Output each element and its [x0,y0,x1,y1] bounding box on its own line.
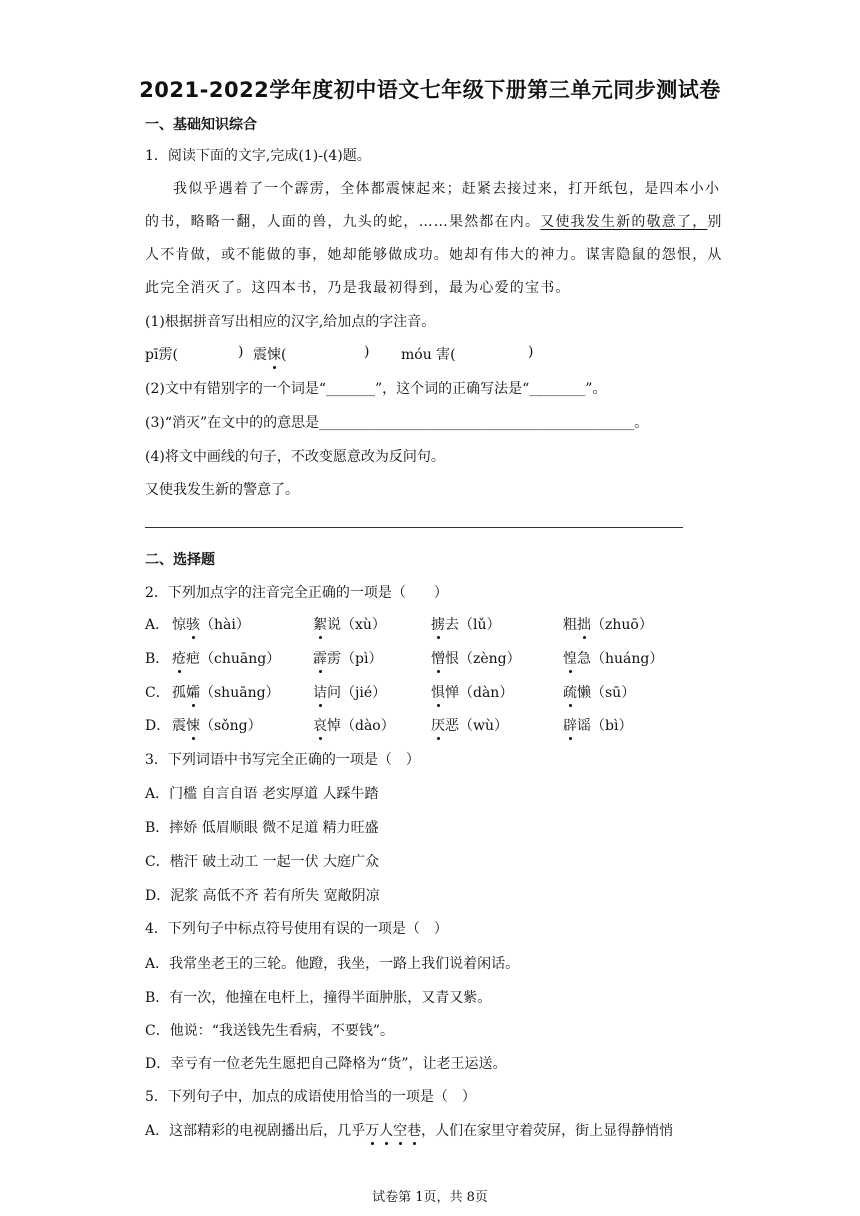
option-text: ，人们在家里守着荧屏，街上显得静悄悄 [421,1123,674,1139]
open-paren: ( [281,347,287,363]
fill-close-paren: ) [238,344,244,360]
dotted-char: 辟 [563,715,577,735]
word-text: 震 [172,718,186,734]
dotted-char: 悚 [186,715,200,735]
dotted-char: 霹 [313,648,327,668]
question-1-sub-4: (4)将文中画线的句子，不改变愿意改为反问句。 [145,449,445,465]
question-1-stem: 1．阅读下面的文字,完成(1)-(4)题。 [145,148,371,164]
fill-close-paren: ) [364,344,370,360]
dotted-char: 疏 [563,682,577,702]
option-word [172,682,280,702]
option-text: A．这部精彩的电视剧播出后，几乎 [145,1123,366,1139]
plain-char: 震 [253,347,267,363]
answer-line [145,527,683,528]
dotted-char: 悚 [267,344,281,364]
word-text: 说（xù） [327,617,386,633]
question-3-option-d: D．泥浆 高低不齐 若有所失 宽敞阴凉 [145,888,380,904]
option-word [172,715,262,735]
word-text: 粗 [563,617,577,633]
question-4-option-d: D．幸亏有一位老先生愿把自己降格为“货”，让老王运送。 [145,1056,507,1072]
passage-line-1: 我似乎遇着了一个霹雳，全体都震悚起来；赶紧去接过来，打开纸包，是四本小小 [173,181,721,197]
option-word [313,715,395,735]
word-text: 急（huáng） [577,651,664,667]
passage-text: 的书，略略一翻，人面的兽，九头的蛇，……果然都在内。 [145,214,541,230]
option-word [145,614,169,634]
dotted-char: 巷 [407,1120,421,1140]
option-word [313,648,382,668]
word-text: 问（jié） [327,685,387,701]
passage-text: 别 [707,214,723,230]
word-text: C． [145,685,170,701]
word-text: 疤（chuāng） [186,651,281,667]
dotted-char: 人 [379,1120,393,1140]
option-word [172,614,250,634]
dotted-char: 絮 [313,614,327,634]
section-heading-choice: 二、选择题 [145,552,215,568]
option-word [563,614,653,634]
word-text: 懒（sū） [577,685,636,701]
pinyin-fill-row [145,344,565,364]
question-4-option-b: B．有一次，他撞在电杆上，撞得半面肿胀，又青又紫。 [145,990,492,1006]
dotted-char: 掳 [431,614,445,634]
question-4-stem: 4．下列句子中标点符号使用有误的一项是（ ） [145,921,448,937]
word-text: （shuāng） [200,685,280,701]
fill-close-paren: ) [528,344,534,360]
option-word [563,648,663,668]
dotted-char: 厌 [431,715,445,735]
word-text: （zhuō） [591,617,653,633]
dotted-char: 拙 [577,614,591,634]
page-title: 2021-2022学年度初中语文七年级下册第三单元同步测试卷 [139,78,721,102]
underlined-sentence: 又使我发生新的敬意了， [540,214,708,230]
word-text: 孤 [172,685,186,701]
option-word [145,715,170,735]
question-3-option-b: B．摔娇 低眉顺眼 微不足道 精力旺盛 [145,820,379,836]
option-word [431,715,508,735]
fill-item-zhensong [253,344,286,364]
dotted-char: 空 [393,1120,407,1140]
word-text: 悼（dào） [327,718,395,734]
page-footer: 试卷第 1页，共 8页 [372,1190,488,1205]
option-word [563,715,632,735]
word-text: （hài） [200,617,250,633]
option-word [431,614,501,634]
passage-line-3: 人不肯做，或不能做的事，她却能够做成功。她却有伟大的神力。谋害隐鼠的怨恨，从 [145,247,723,263]
dotted-char: 疮 [172,648,186,668]
passage-line-4: 此完全消灭了。这四本书，乃是我最初得到，最为心爱的宝书。 [145,280,571,296]
question-2-stem: 2．下列加点字的注音完全正确的一项是（ ） [145,585,448,601]
dotted-char: 骇 [186,614,200,634]
question-1-sub-2: (2)文中有错别字的一个词是“_______”，这个词的正确写法是“________”。 [145,381,607,397]
option-word [313,614,386,634]
option-word [145,648,169,668]
word-text: 恶（wù） [445,718,508,734]
question-1-sub-1: (1)根据拼音写出相应的汉字,给加点的字注音。 [145,314,436,330]
word-text: 去（lǔ） [445,617,501,633]
word-text: D． [145,718,171,734]
question-4-option-a: A．我常坐老王的三轮。他蹬，我坐，一路上我们说着闲话。 [145,956,520,972]
dotted-char: 诘 [313,682,327,702]
dotted-char: 憎 [431,648,445,668]
option-word [431,682,513,702]
dotted-char: 惶 [563,648,577,668]
option-word [313,682,386,702]
question-1-sub-3: (3)“消灭”在文中的的意思是_____________________________________________。 [145,415,649,431]
question-5-stem: 5．下列句子中，加点的成语使用恰当的一项是（ ） [145,1089,476,1105]
word-text: 雳（pì） [327,651,383,667]
dotted-char: 孀 [186,682,200,702]
word-text: B． [145,651,170,667]
word-text: A． [145,617,170,633]
fill-item-pili: pī雳( [145,347,178,363]
word-text: （sǒng） [200,718,262,734]
dotted-char: 惧 [431,682,445,702]
question-5-option-a [145,1120,673,1140]
word-text: 恨（zèng） [445,651,521,667]
question-4-option-c: C．他说：“我送钱先生看病，不要钱”。 [145,1023,395,1039]
word-text: 惮（dàn） [445,685,514,701]
option-word [563,682,635,702]
option-word [431,648,521,668]
question-3-option-a: A．门槛 自言自语 老实厚道 人踩牛踏 [145,786,379,802]
option-word [145,682,170,702]
word-text: 谣（bì） [577,718,633,734]
section-heading-basic-knowledge: 一、基础知识综合 [145,117,257,133]
fill-item-mouhai: móu 害( [401,347,456,363]
dotted-char: 万 [365,1120,379,1140]
question-1-sub-4-sentence: 又使我发生新的警意了。 [145,482,299,498]
passage-line-2 [145,211,723,231]
question-3-stem: 3．下列词语中书写完全正确的一项是（ ） [145,752,420,768]
dotted-char: 哀 [313,715,327,735]
option-word [172,648,280,668]
question-3-option-c: C．楷汗 破土动工 一起一伏 大庭广众 [145,854,380,870]
word-text: 惊 [172,617,186,633]
